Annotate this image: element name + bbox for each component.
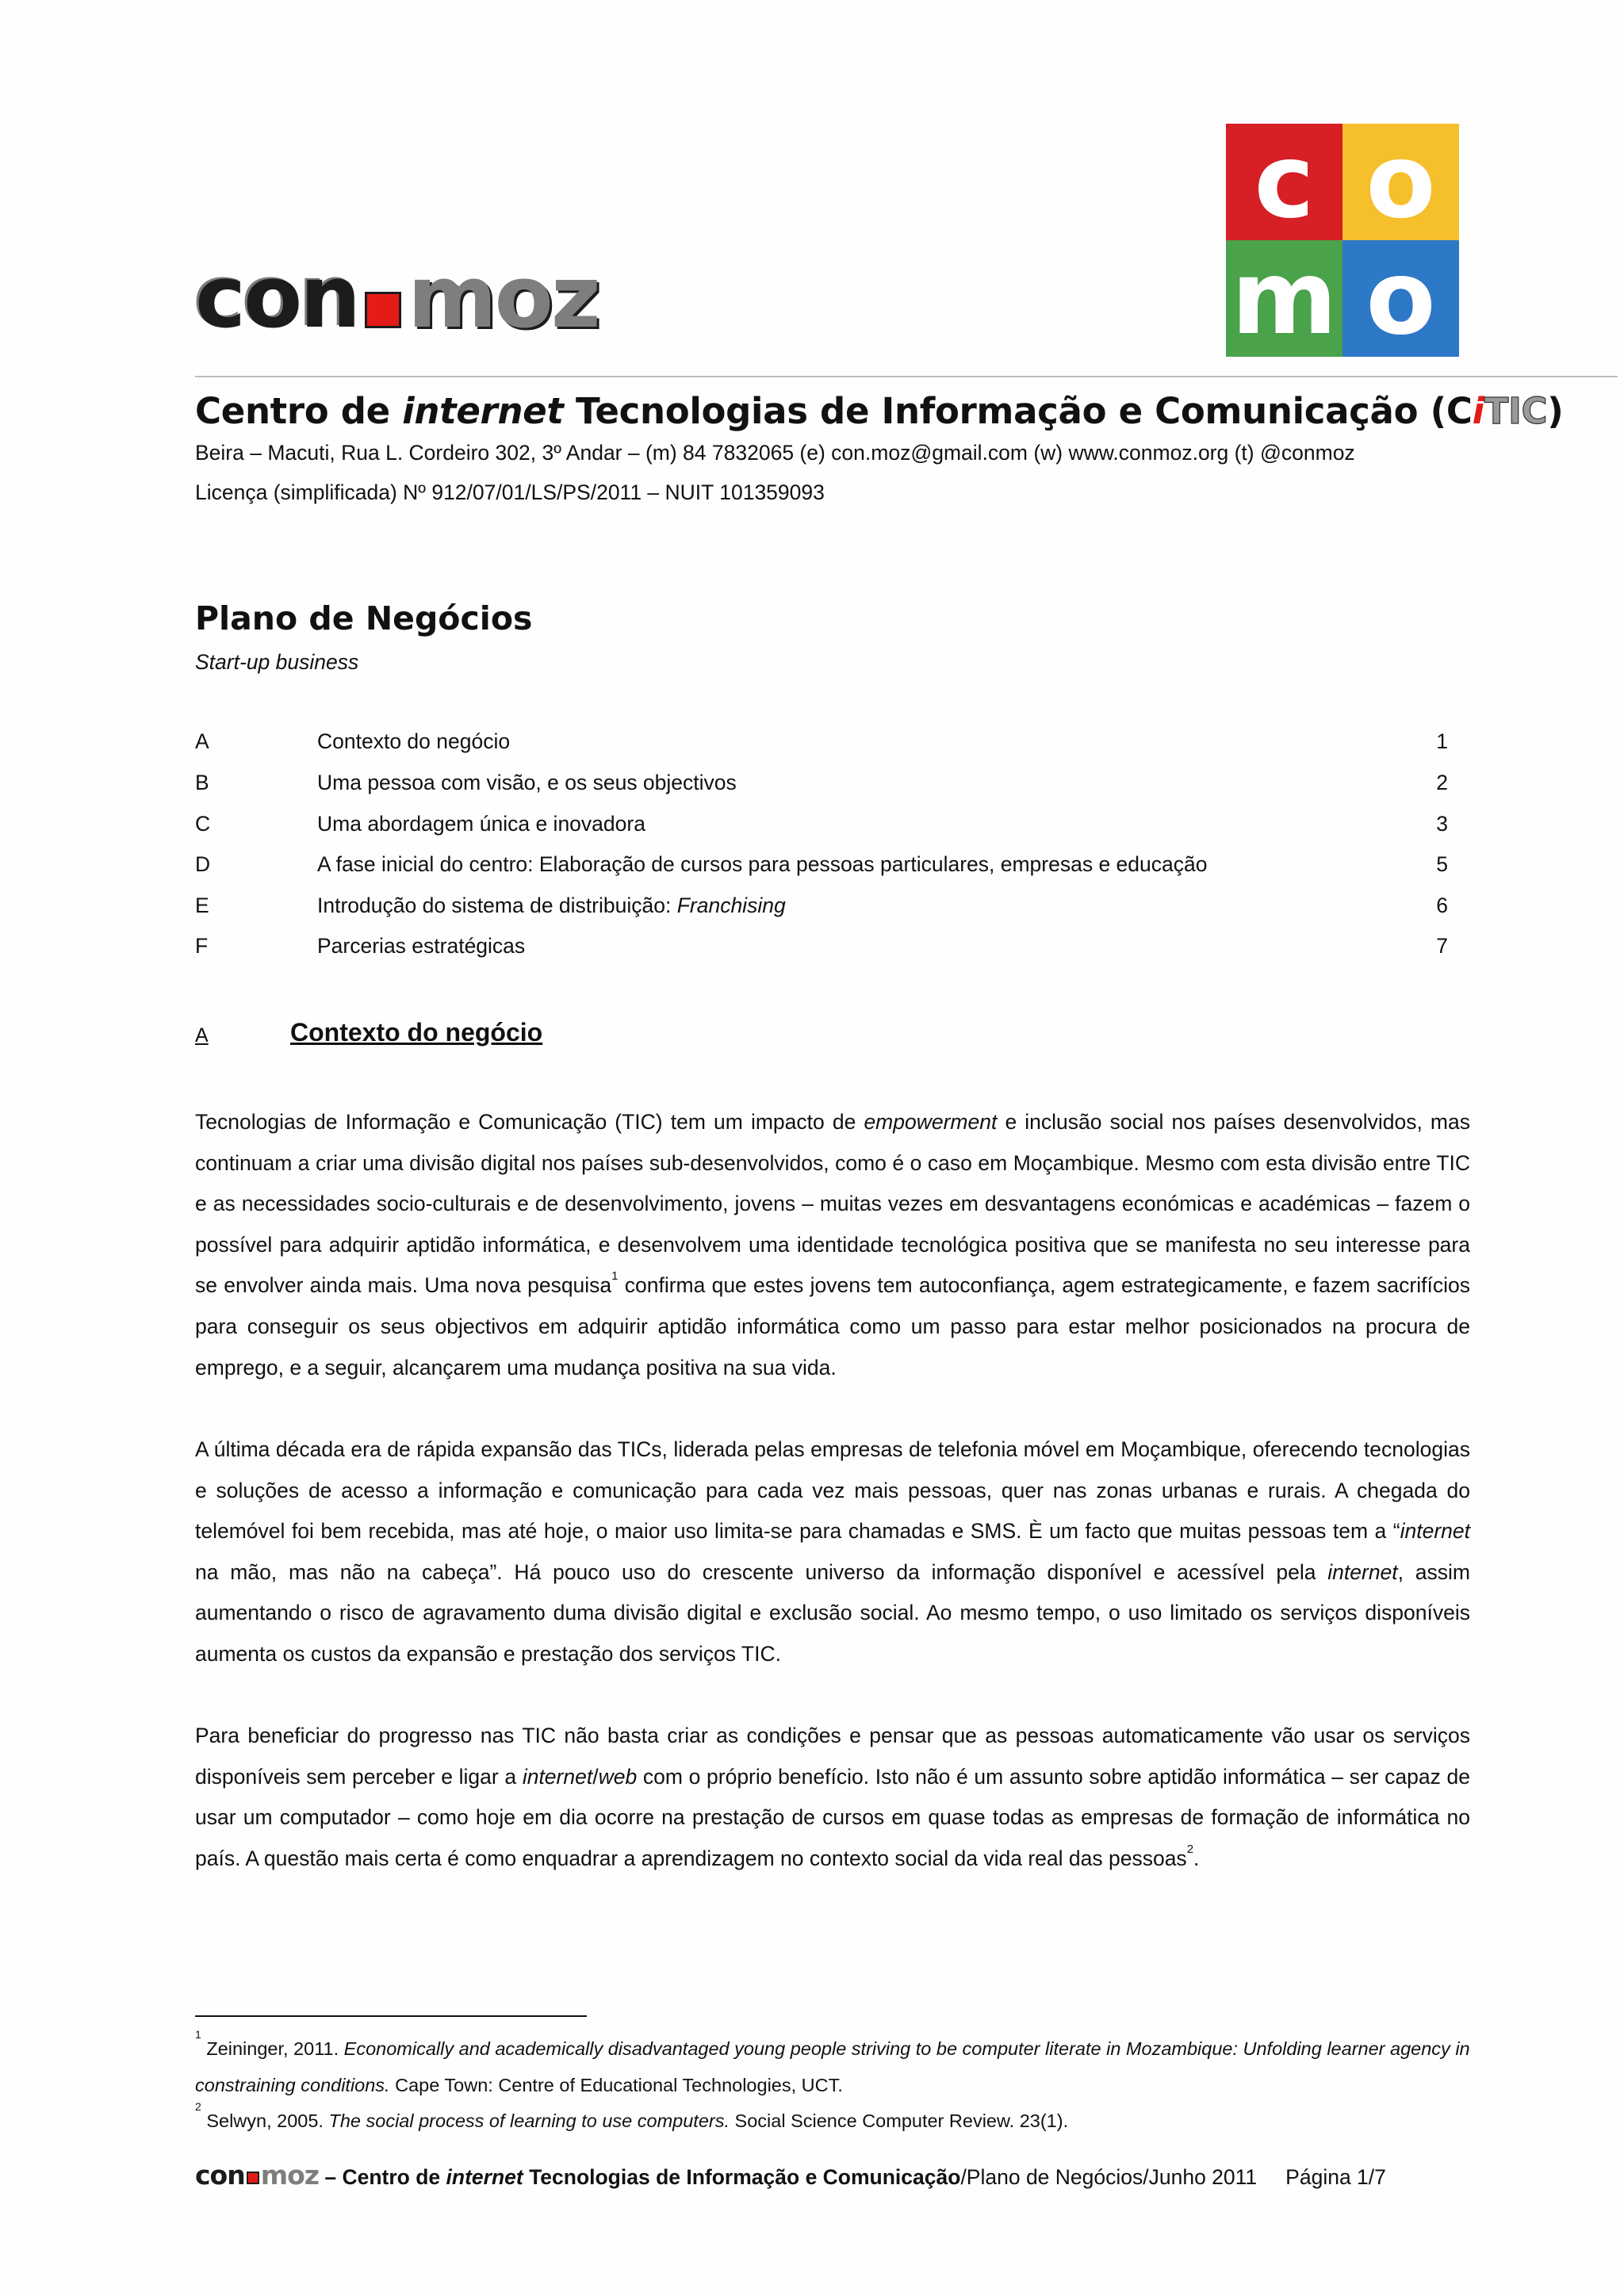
footer-title-text: Tecnologias de Informação e Comunicação [523, 2165, 961, 2189]
conmoz-logo [195, 248, 599, 347]
toc-letter: D [195, 852, 211, 876]
como-logo-o-bottom: o [1342, 240, 1459, 357]
paragraph [195, 1429, 1470, 1675]
como-logo-m: m [1226, 240, 1342, 357]
paragraph-text: confirma que estes jovens tem autoconfiança, agem estrategicamente, e fazem sacrifícios para conseguir os seus objectivos em adquirir aptidão informática como um passo para estar melhor posicionados na procura de emprego, e a seguir, alcançarem uma mudança positiva na sua vida. [195, 1273, 1470, 1380]
paragraph-italic: internet [522, 1764, 593, 1789]
toc-page: 1 [1436, 729, 1448, 753]
footer-logo-dot [247, 2172, 259, 2184]
toc-letter: C [195, 812, 211, 836]
paragraph [195, 1716, 1470, 1879]
como-logo [1226, 124, 1459, 357]
footnote-text: Selwyn, 2005. [201, 2110, 329, 2131]
paragraph-text: , assim aumentando o risco de agravamento duma divisão digital e exclusão social. Ao mesmo tempo, o uso limitado os serviços disponíveis aumenta os custos da expansão e prestação dos serviços TIC. [195, 1559, 1470, 1666]
footnote-italic: The social process of learning to use computers. [328, 2110, 730, 2131]
page-footer [195, 2160, 1386, 2191]
toc-text: Uma abordagem única e inovadora [317, 812, 645, 836]
toc-letter: F [195, 934, 209, 958]
paragraph-text: Tecnologias de Informação e Comunicação (TIC) tem um impacto de [195, 1110, 864, 1134]
toc-item [195, 852, 1448, 884]
paragraph [195, 1102, 1470, 1388]
paragraph-italic: web [598, 1764, 638, 1789]
paragraph-text: e inclusão social nos países desenvolvidos, mas continuam a criar uma divisão digital nos países sub-desenvolvidos, como é o caso em Moçambique. Mesmo com esta divisão entre TIC e as necessidades socio-culturais e de desenvolvimento, jovens – muitas vezes em desvantagens económicas e académicas – fazem o possível para adquirir aptidão informática, e desenvolvem uma identidade tecnológica positiva que se manifesta no seu interesse para se envolver ainda mais. Uma nova pesquisa [195, 1110, 1470, 1298]
toc-text: A fase inicial do centro: Elaboração de cursos para pessoas particulares, empresas e educação [317, 852, 1208, 876]
footer-title-text: – Centro de [319, 2165, 446, 2189]
paragraph-text: com o próprio benefício. Isto não é um assunto sobre aptidão informática – ser capaz de usar um computador – como hoje em dia ocorre na prestação de cursos em quase todas as empresas de formação de informática no país. A questão mais certa é como enquadrar a aprendizagem no contexto social da vida real das pessoas [195, 1764, 1470, 1870]
citic-c: C [1446, 390, 1473, 432]
document-title: Plano de Negócios [195, 599, 533, 637]
toc-text: Contexto do negócio [317, 729, 511, 753]
toc-text: Uma pessoa com visão, e os seus objectivos [317, 771, 737, 794]
paragraph-text: . [1193, 1846, 1200, 1870]
conmoz-logo-con: con [195, 248, 359, 347]
footer-logo-moz: moz [260, 2160, 319, 2191]
footer-logo-con: con [195, 2160, 245, 2191]
toc-page: 2 [1436, 771, 1448, 794]
como-logo-o-top: o [1342, 124, 1459, 240]
citic-tic: TIC [1484, 390, 1548, 432]
footer-title-italic: internet [446, 2165, 523, 2189]
document-subtitle: Start-up business [195, 650, 359, 674]
toc-letter: A [195, 729, 209, 753]
paragraph-text: A última década era de rápida expansão das TICs, liderada pelas empresas de telefonia móvel em Moçambique, oferecendo tecnologias e soluções de acesso a informação e comunicação para cada vez mais pessoas, quer nas zonas urbanas e rurais. A chegada do telemóvel foi bem recebida, mas até hoje, o maior uso limita-se para chamadas e SMS. È um facto que muitas pessoas tem a “ [195, 1437, 1470, 1544]
toc-item [195, 894, 1448, 925]
footnote-ref[interactable]: 1 [611, 1269, 619, 1284]
footnote-italic: Economically and academically disadvantaged young people striving to be computer literate in Mozambique: Unfolding learner agency in constraining conditions. [195, 2038, 1470, 2095]
section-heading: Contexto do negócio [290, 1018, 543, 1047]
footer-logo [195, 2160, 319, 2191]
header-divider [195, 376, 1618, 377]
license-line: Licença (simplificada) Nº 912/07/01/LS/PS/2011 – NUIT 101359093 [195, 480, 825, 504]
toc-page: 3 [1436, 812, 1448, 836]
section-letter: A [195, 1024, 209, 1047]
contact-address: Beira – Macuti, Rua L. Cordeiro 302, 3º Andar – (m) 84 7832065 (e) con.moz@gmail.com (w) www.conmoz.org (t) @conmoz [195, 441, 1355, 465]
toc-item [195, 812, 1448, 844]
toc-page: 7 [1436, 934, 1448, 958]
footnote-number: 1 [195, 2028, 201, 2042]
paragraph-italic: empowerment [864, 1110, 998, 1134]
paragraph-italic: internet [1327, 1559, 1398, 1584]
toc-item [195, 729, 1448, 761]
toc-item [195, 934, 1448, 966]
footnote-text: Social Science Computer Review. 23(1). [730, 2110, 1069, 2131]
footnote [195, 2030, 1470, 2103]
toc-letter: E [195, 894, 209, 917]
conmoz-logo-dot [365, 292, 401, 328]
citic-i: i [1472, 390, 1484, 432]
org-title-close: ) [1547, 390, 1564, 432]
footer-title [319, 2165, 960, 2189]
paragraph-text: na mão, mas não na cabeça”. Há pouco uso do crescente universo da informação disponível e acessível pela [195, 1559, 1328, 1584]
org-title-post: Tecnologias de Informação e Comunicação ( [563, 390, 1446, 432]
toc-letter: B [195, 771, 209, 794]
paragraph-italic: internet [1400, 1519, 1470, 1544]
paragraph-text: / [592, 1764, 599, 1789]
organization-title [195, 390, 1564, 432]
toc-text: Parcerias estratégicas [317, 934, 526, 958]
toc-page: 6 [1436, 894, 1448, 917]
paragraph-text: Para beneficiar do progresso nas TIC não basta criar as condições e pensar que as pessoas automaticamente vão usar os serviços disponíveis sem perceber e ligar a [195, 1724, 1470, 1789]
org-title-pre: Centro de [195, 390, 403, 432]
toc-page: 5 [1436, 852, 1448, 876]
footer-doc-path: /Plano de Negócios/Junho 2011 [960, 2165, 1258, 2189]
conmoz-logo-moz: moz [408, 248, 599, 347]
footnote [195, 2100, 1470, 2139]
org-title-italic: internet [402, 390, 564, 432]
toc-text [317, 894, 786, 918]
footnote-text: Zeininger, 2011. [201, 2038, 344, 2059]
page-number: Página 1/7 [1285, 2165, 1386, 2189]
toc-text-plain: Introdução do sistema de distribuição: [317, 894, 677, 917]
toc-text-italic: Franchising [676, 894, 786, 917]
como-logo-c: c [1226, 124, 1342, 240]
footnote-ref[interactable]: 2 [1186, 1842, 1194, 1856]
toc-item [195, 771, 1448, 802]
footnote-number: 2 [195, 2100, 201, 2114]
footnote-text: Cape Town: Centre of Educational Technologies, UCT. [389, 2075, 843, 2095]
footnote-separator [195, 2015, 587, 2017]
